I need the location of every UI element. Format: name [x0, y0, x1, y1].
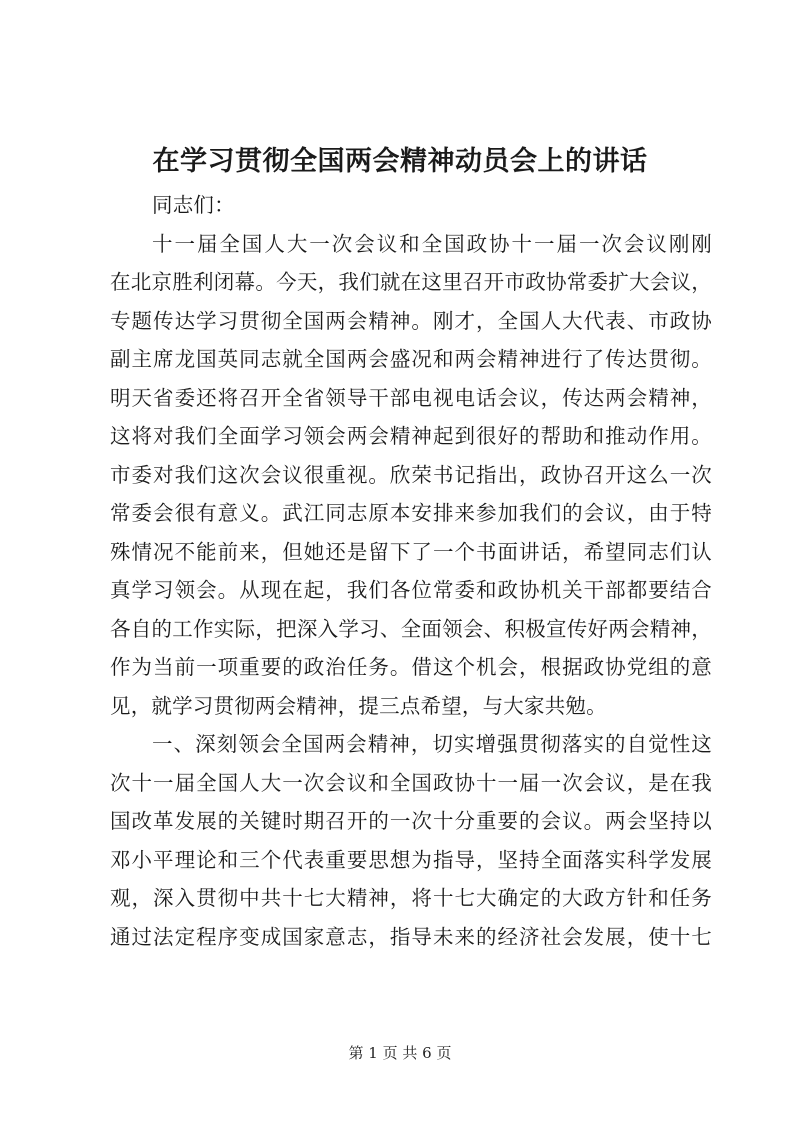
paragraph-line: 市委对我们这次会议很重视。欣荣书记指出，政协召开这么一次 [110, 462, 712, 487]
page-footer: 第 1 页 共 6 页 [348, 1044, 452, 1062]
paragraph-line: 一、深刻领会全国两会精神，切实增强贯彻落实的自觉性这 [152, 732, 712, 756]
paragraph-2 [110, 725, 712, 956]
paragraph-line: 十一届全国人大一次会议和全国政协十一届一次会议刚刚 [152, 231, 712, 256]
paragraph-line: 邓小平理论和三个代表重要思想为指导，坚持全面落实科学发展 [110, 847, 712, 872]
paragraph-line: 次十一届全国人大一次会议和全国政协十一届一次会议，是在我 [110, 770, 712, 795]
paragraph-line: 见，就学习贯彻两会精神，提三点希望，与大家共勉。 [110, 693, 607, 718]
paragraph-1 [110, 225, 712, 726]
paragraph-line: 明天省委还将召开全省领导干部电视电话会议，传达两会精神， [110, 385, 712, 410]
salutation: 同志们： [152, 193, 235, 217]
paragraph-line: 这将对我们全面学习领会两会精神起到很好的帮助和推动作用。 [110, 424, 712, 448]
paragraph-line: 真学习领会。从现在起，我们各位常委和政协机关干部都要结合 [110, 578, 712, 602]
paragraph-line: 国改革发展的关键时期召开的一次十分重要的会议。两会坚持以 [110, 809, 712, 833]
paragraph-line: 观，深入贯彻中共十七大精神，将十七大确定的大政方针和任务 [110, 886, 712, 910]
paragraph-line: 殊情况不能前来，但她还是留下了一个书面讲话，希望同志们认 [110, 539, 712, 564]
paragraph-line: 常委会很有意义。武江同志原本安排来参加我们的会议，由于特 [110, 501, 712, 525]
paragraph-line: 副主席龙国英同志就全国两会盛况和两会精神进行了传达贯彻。 [110, 347, 712, 371]
document-title: 在学习贯彻全国两会精神动员会上的讲话 [152, 146, 648, 177]
document-body [110, 186, 712, 956]
paragraph-line: 各自的工作实际，把深入学习、全面领会、积极宣传好两会精神， [110, 616, 712, 641]
paragraph-line: 作为当前一项重要的政治任务。借这个机会，根据政协党组的意 [110, 655, 712, 679]
paragraph-line: 通过法定程序变成国家意志，指导未来的经济社会发展，使十七 [110, 924, 712, 949]
paragraph-line: 专题传达学习贯彻全国两会精神。刚才，全国人大代表、市政协 [110, 308, 712, 333]
paragraph-line: 在北京胜利闭幕。今天，我们就在这里召开市政协常委扩大会议， [110, 270, 712, 294]
